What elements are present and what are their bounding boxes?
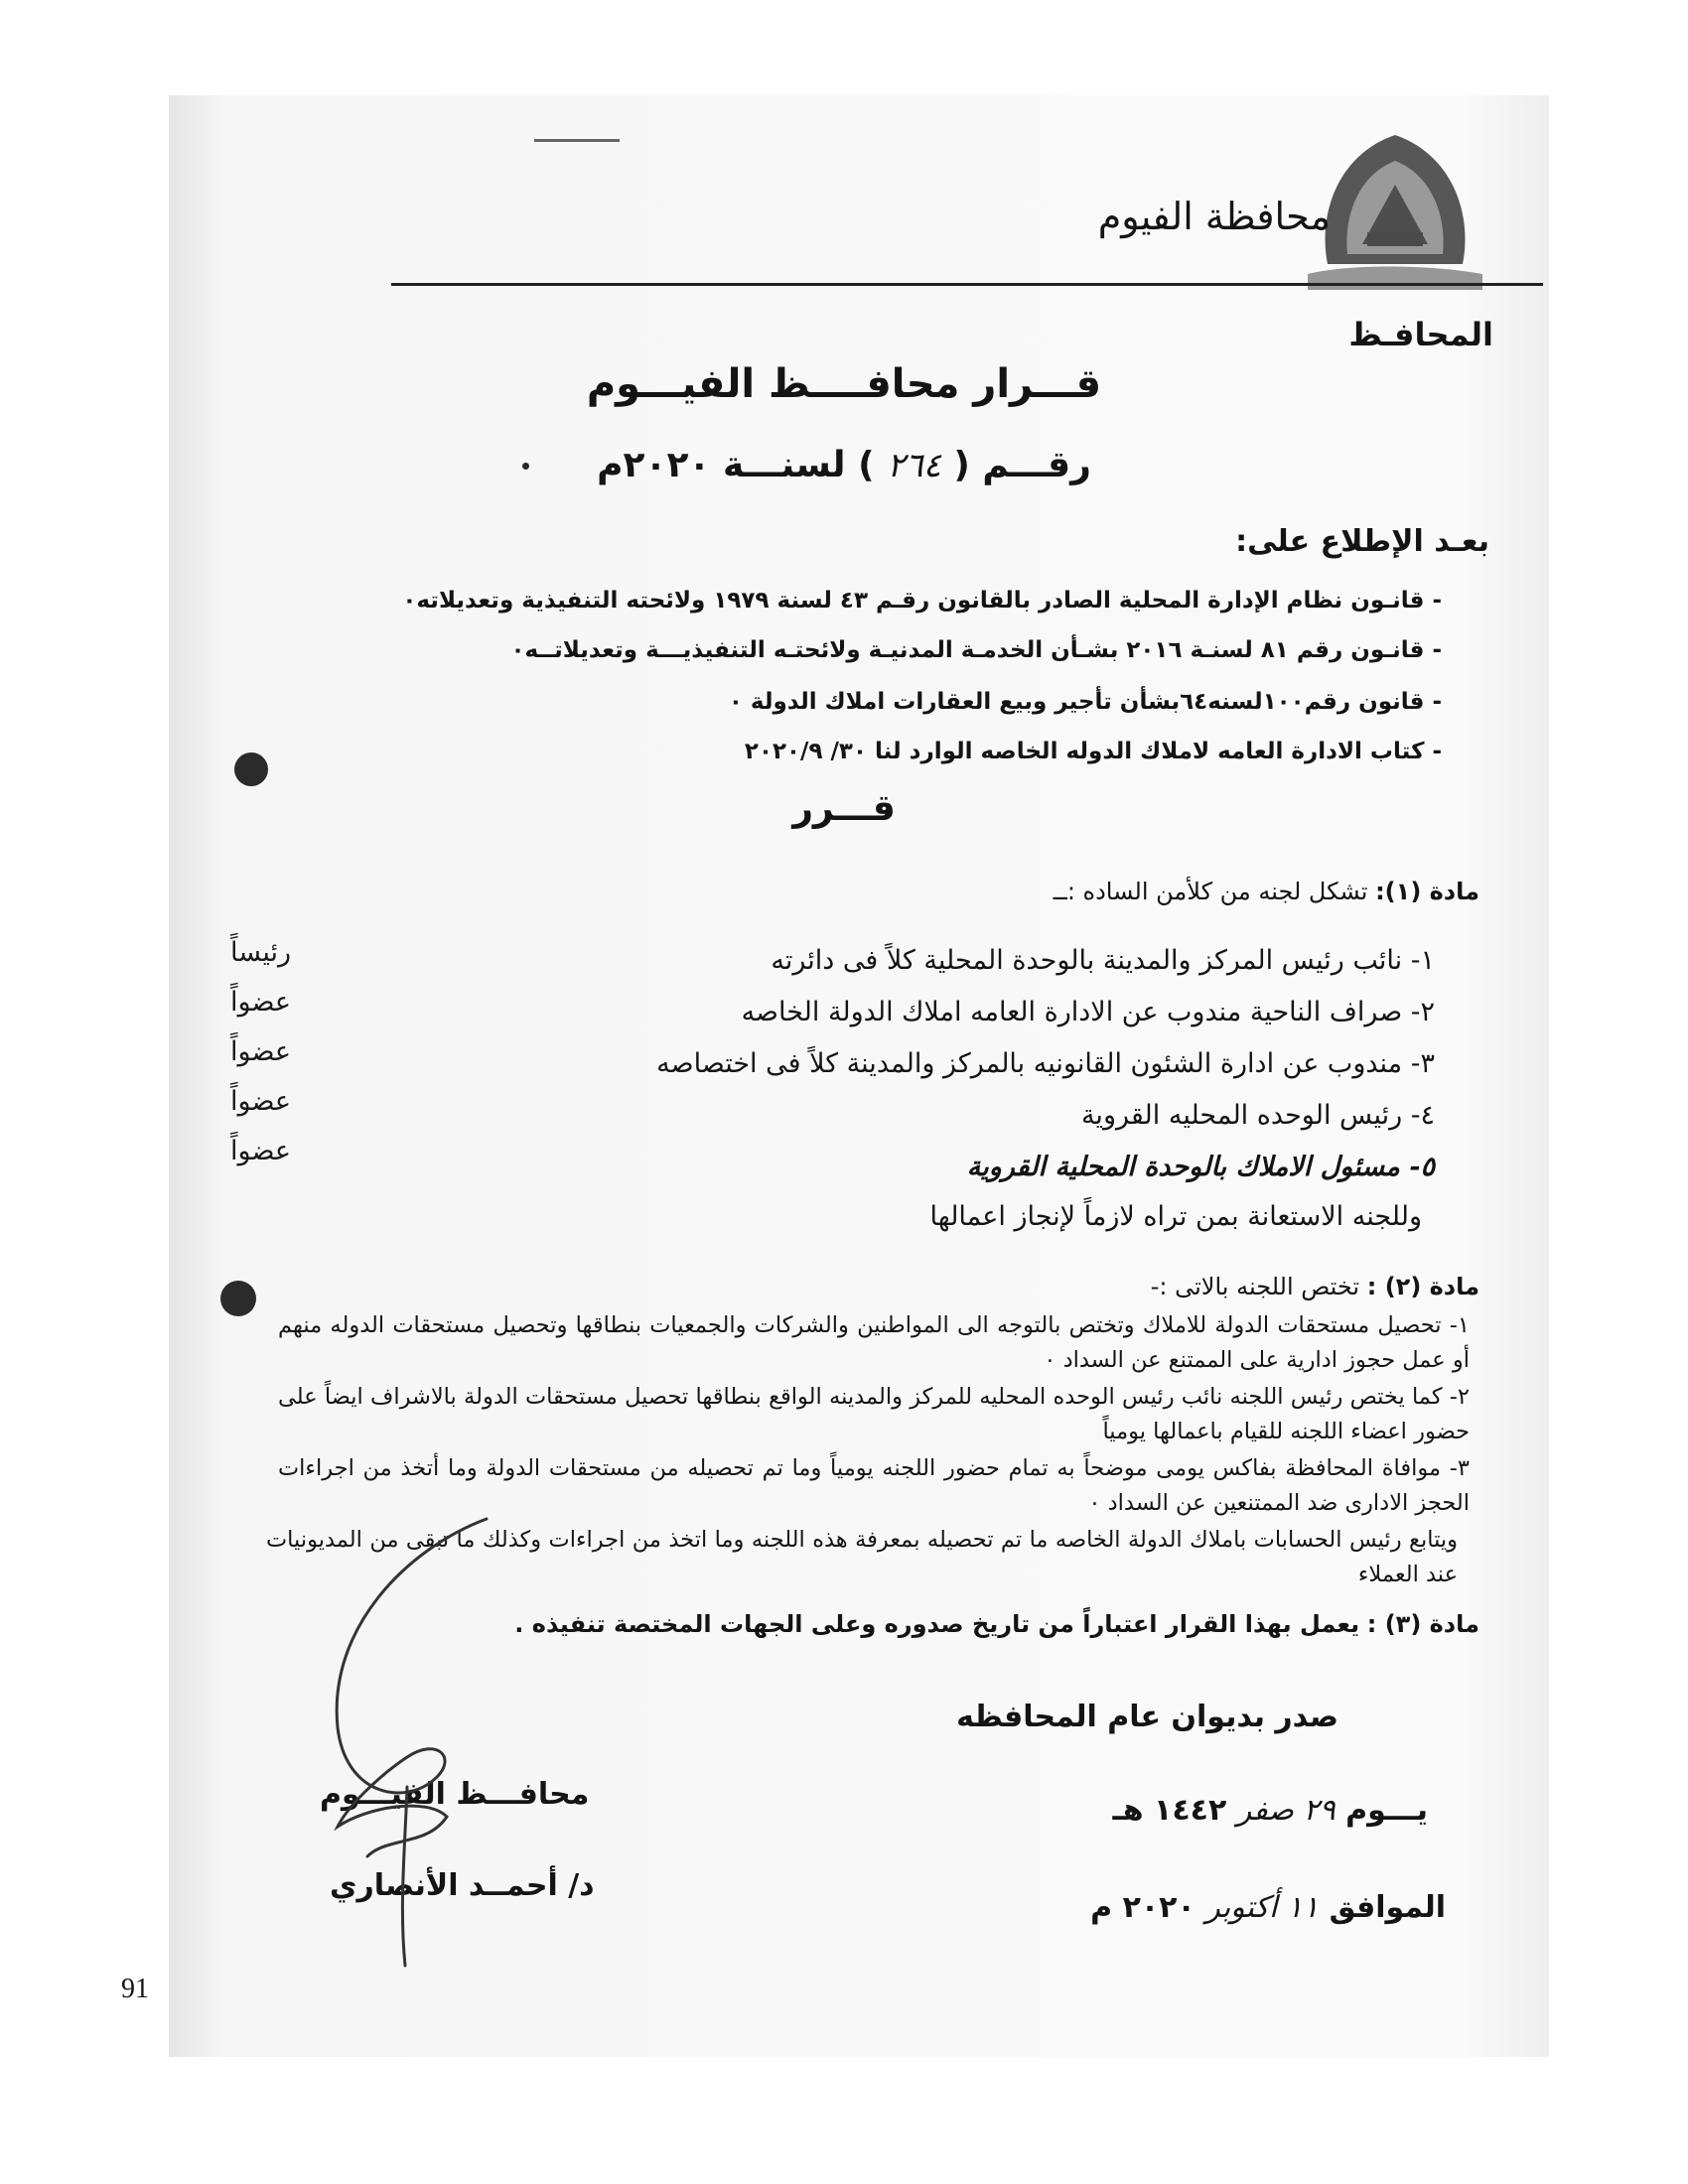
decree-number-value: ٢٦٤ [887,446,941,485]
member-3: ٣- مندوب عن ادارة الشئون القانونيه بالمركز والمدينة كلاً فى اختصاصه [656,1048,1435,1079]
article-2-heading [1151,1273,1479,1300]
article-1-closing: وللجنه الاستعانة بمن تراه لازماً لإنجاز اعمالها [929,1201,1422,1232]
member-4: ٤- رئيس الوحده المحليه القروية [1080,1100,1435,1131]
decree-number-prefix: رقـــم ( [953,445,1091,485]
preamble-heading: بعـد الإطلاع على: [1235,524,1489,559]
page-number: 91 [121,1974,149,2004]
member-4-role: عضواً [230,1086,291,1117]
article-2-label: مادة (٢) : [1366,1273,1479,1300]
handwritten-signature-icon [288,1509,546,1976]
task-follow-up: ويتابع رئيس الحسابات باملاك الدولة الخاصه ما تم تحصيله بمعرفة هذه اللجنه وما اتخذ من اجراءات وكذلك ما تبقى من المديونيات عند العملاء [266,1527,1458,1587]
member-5-role: عضواً [230,1136,291,1166]
reference-3: - قانون رقم١٠٠لسنه٦٤بشأن تأجير وبيع العقارات املاك الدولة ٠ [728,689,1442,715]
article-1-text: تشكل لجنه من كلأمن الساده :ــ [1053,878,1368,905]
member-2: ٢- صراف الناحية مندوب عن الادارة العامه املاك الدولة الخاصه [741,997,1435,1027]
task-2: ٢- كما يختص رئيس اللجنه نائب رئيس الوحده المحليه للمركز والمدينه الواقع بنطاقها تحصيل مستحقات الدولة بالاشراف ايضاً على حضور اعضاء اللجنه للقيام باعمالها يومياً [278,1384,1470,1444]
governorate-name: محافظة الفيوم [1097,195,1331,238]
member-1: ١- نائب رئيس المركز والمدينة بالوحدة المحلية كلاً فى دائرته [771,945,1435,976]
member-2-role: عضواً [230,987,291,1018]
article-1-label: مادة (١): [1375,878,1479,905]
hijri-date [1113,1793,1428,1828]
corresponding-label: الموافق [1329,1890,1446,1925]
punch-hole [234,752,268,786]
year-greg: ٢٠٢٠ م [1090,1890,1196,1925]
decree-title: قـــرار محافــــظ الفيـــوم [586,361,1102,407]
day-greg: ١١ أكتوبر [1205,1890,1320,1925]
speck [522,463,529,470]
task-1: ١- تحصيل مستحقات الدولة للاملاك وتختص بالتوجه الى المواطنين والشركات والجمعيات بنطاقها وتحصيل مستحقات الدوله منهم أو عمل حجوز ادارية على الممتنع عن السداد ٠ [278,1312,1470,1373]
day-hijri: ٢٩ صفر [1236,1793,1336,1828]
header-rule [391,283,1543,286]
article-3-label: مادة (٣) : [1366,1610,1479,1638]
decree-number [0,445,1688,485]
gregorian-date [1090,1890,1446,1925]
reference-1: - قانـون نظام الإدارة المحلية الصادر بالقانون رقـم ٤٣ لسنة ١٩٧٩ ولائحته التنفيذية وتعديلاته٠ [402,588,1442,614]
day-label: يـــوم [1345,1793,1428,1828]
task-3: ٣- موافاة المحافظة بفاكس يومى موضحاً به تمام حضور اللجنه يومياً وما تم تحصيله من مستحقات الدولة وما أتخذ من اجراءات الحجز الادارى ضد الممتنعين عن السداد ٠ [278,1455,1470,1516]
member-3-role: عضواً [230,1036,291,1067]
office-title: المحافـظ [1348,316,1493,353]
reference-4: - كتاب الادارة العامه لاملاك الدوله الخاصه الوارد لنا ٣٠/ ٢٠٢٠/٩ [744,739,1442,764]
article-3 [514,1610,1479,1638]
issued-at: صدر بديوان عام المحافظه [956,1700,1338,1734]
decree-number-suffix: ) لسنـــة ٢٠٢٠م [597,445,875,485]
punch-hole [220,1281,256,1316]
governorate-emblem-icon [1308,115,1482,290]
article-1-heading [1054,878,1479,905]
decided-heading: قـــرر [792,788,896,829]
signatory-name: د/ أحمــد الأنصاري [330,1868,595,1903]
member-1-role: رئيساً [230,937,292,968]
reference-2: - قانـون رقم ٨١ لسنـة ٢٠١٦ بشـأن الخدمـة المدنيـة ولائحتـه التنفيذيـــة وتعديلاتــه٠ [510,637,1442,663]
top-mark [534,139,620,142]
member-5: ٥- مسئول الاملاك بالوحدة المحلية القروية [966,1152,1435,1182]
signatory-title: محافـــظ الفيـــوم [320,1777,590,1812]
article-2-text: تختص اللجنه بالاتى :- [1150,1273,1360,1300]
article-3-text: يعمل بهذا القرار اعتباراً من تاريخ صدوره وعلى الجهات المختصة تنفيذه . [514,1610,1360,1638]
year-hijri: ١٤٤٢ هـ [1112,1793,1227,1828]
